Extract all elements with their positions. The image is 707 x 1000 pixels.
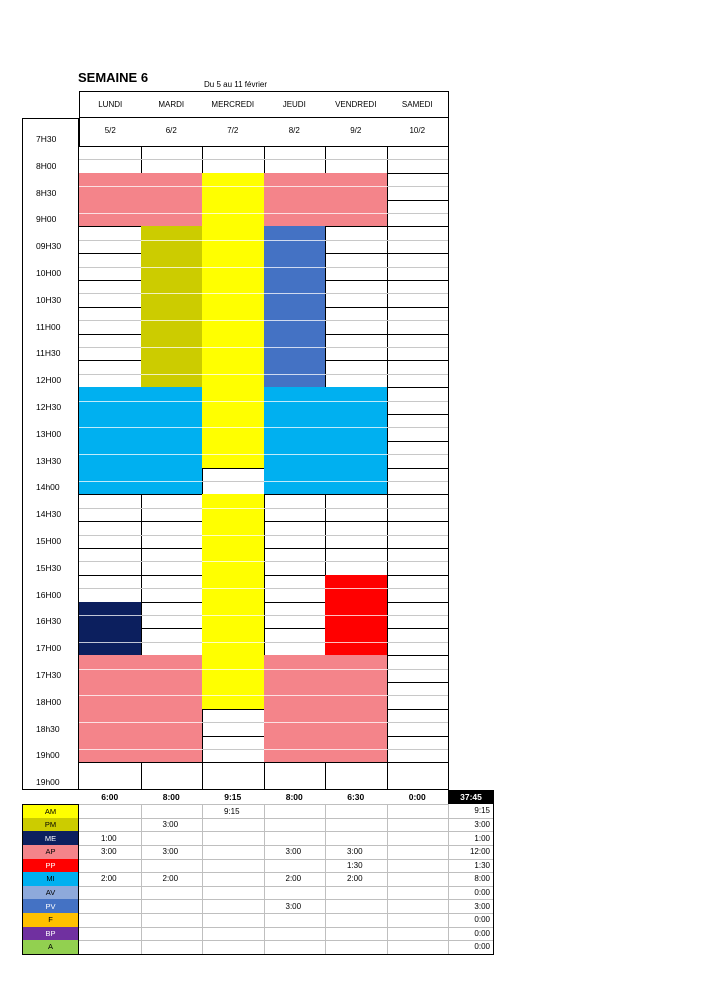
empty-slot[interactable]	[325, 360, 388, 388]
day-total: 6:00	[101, 792, 119, 803]
summary-cell	[79, 927, 142, 942]
slot-ap[interactable]	[79, 709, 142, 737]
time-label: 11H00	[22, 307, 79, 335]
slot-am[interactable]	[202, 494, 265, 522]
slot-am[interactable]	[202, 360, 265, 388]
summary-cell	[325, 899, 388, 914]
slot-pm[interactable]	[141, 334, 204, 362]
empty-slot[interactable]	[202, 762, 265, 790]
summary-cell	[202, 940, 265, 955]
slot-mi[interactable]	[264, 441, 327, 469]
slot-ap[interactable]	[264, 682, 327, 710]
empty-slot[interactable]	[79, 575, 142, 603]
summary-cell	[264, 927, 327, 942]
slot-mi[interactable]	[141, 468, 204, 496]
summary-cell	[387, 886, 450, 901]
summary-total: 0:00	[448, 940, 494, 955]
summary-cell	[141, 804, 204, 819]
legend-am: AM	[22, 804, 79, 819]
slot-am[interactable]	[202, 280, 265, 308]
slot-ap[interactable]	[325, 655, 388, 683]
day-total: 9:15	[224, 792, 242, 803]
time-label: 7H30	[22, 118, 79, 147]
legend-bp: BP	[22, 927, 79, 942]
summary-cell	[202, 818, 265, 833]
slot-pv[interactable]	[264, 253, 327, 281]
time-label: 16H30	[22, 602, 79, 630]
slot-pv[interactable]	[264, 360, 327, 388]
empty-slot[interactable]	[264, 602, 327, 630]
summary-cell	[264, 818, 327, 833]
date-cell: 8/2	[264, 118, 327, 147]
empty-slot[interactable]	[79, 494, 142, 522]
summary-cell	[141, 886, 204, 901]
empty-slot[interactable]	[264, 494, 327, 522]
time-label: 9H00	[22, 200, 79, 228]
time-label: 17H00	[22, 628, 79, 656]
slot-mi[interactable]	[264, 468, 327, 496]
slot-ap[interactable]	[325, 200, 388, 228]
empty-slot[interactable]	[387, 709, 450, 737]
slot-ap[interactable]	[325, 682, 388, 710]
slot-ap[interactable]	[141, 709, 204, 737]
slot-mi[interactable]	[141, 441, 204, 469]
empty-slot[interactable]	[202, 709, 265, 737]
slot-ap[interactable]	[141, 736, 204, 764]
empty-slot[interactable]	[325, 146, 388, 174]
slot-ap[interactable]	[325, 709, 388, 737]
empty-slot[interactable]	[325, 226, 388, 254]
date-cell: 7/2	[202, 118, 265, 147]
empty-slot[interactable]	[387, 360, 450, 388]
empty-slot[interactable]	[387, 441, 450, 469]
empty-slot[interactable]	[325, 521, 388, 549]
summary-total: 1:30	[448, 859, 494, 874]
empty-slot[interactable]	[387, 200, 450, 228]
slot-am[interactable]	[202, 253, 265, 281]
slot-ap[interactable]	[264, 655, 327, 683]
slot-ap[interactable]	[79, 655, 142, 683]
time-label: 14h00	[22, 468, 79, 496]
empty-slot[interactable]	[325, 307, 388, 335]
summary-cell: 3:00	[264, 845, 327, 860]
slot-mi[interactable]	[325, 387, 388, 415]
empty-slot[interactable]	[387, 762, 450, 790]
summary-cell	[325, 818, 388, 833]
slot-pv[interactable]	[264, 226, 327, 254]
empty-slot[interactable]	[79, 226, 142, 254]
day-header: JEUDI	[264, 91, 327, 118]
summary-cell: 1:00	[79, 831, 142, 846]
summary-cell	[387, 818, 450, 833]
slot-mi[interactable]	[79, 414, 142, 442]
summary-cell	[141, 940, 204, 955]
summary-cell	[141, 859, 204, 874]
empty-slot[interactable]	[141, 762, 204, 790]
time-label: 11H30	[22, 334, 79, 362]
page-title: SEMAINE 6	[78, 70, 149, 85]
slot-ap[interactable]	[264, 200, 327, 228]
legend-pm: PM	[22, 818, 79, 833]
slot-ap[interactable]	[79, 200, 142, 228]
slot-ap[interactable]	[79, 682, 142, 710]
date-cell: 5/2	[79, 118, 142, 147]
day-header: MARDI	[141, 91, 204, 118]
day-total: 6:30	[347, 792, 365, 803]
summary-cell	[325, 831, 388, 846]
summary-total: 3:00	[448, 818, 494, 833]
empty-slot[interactable]	[325, 548, 388, 576]
slot-am[interactable]	[202, 226, 265, 254]
summary-cell	[79, 859, 142, 874]
slot-am[interactable]	[202, 602, 265, 630]
time-label: 12H00	[22, 360, 79, 388]
slot-ap[interactable]	[141, 173, 204, 201]
time-label: 15H30	[22, 548, 79, 576]
slot-am[interactable]	[202, 521, 265, 549]
summary-cell: 9:15	[202, 804, 265, 819]
day-total: 8:00	[285, 792, 303, 803]
summary-cell	[202, 927, 265, 942]
empty-slot[interactable]	[387, 334, 450, 362]
summary-cell: 2:00	[79, 872, 142, 887]
empty-slot[interactable]	[387, 387, 450, 415]
summary-cell: 3:00	[264, 899, 327, 914]
summary-cell	[387, 859, 450, 874]
legend-f: F	[22, 913, 79, 928]
summary-cell	[264, 831, 327, 846]
empty-slot[interactable]	[202, 468, 265, 496]
time-label: 18H00	[22, 682, 79, 710]
empty-slot[interactable]	[387, 146, 450, 174]
time-label: 18h30	[22, 709, 79, 737]
legend-av: AV	[22, 886, 79, 901]
empty-slot[interactable]	[141, 548, 204, 576]
summary-cell	[202, 845, 265, 860]
summary-cell: 3:00	[79, 845, 142, 860]
summary-cell	[79, 886, 142, 901]
day-header: MERCREDI	[202, 91, 265, 118]
empty-slot[interactable]	[79, 146, 142, 174]
summary-cell	[141, 899, 204, 914]
summary-cell	[387, 804, 450, 819]
slot-am[interactable]	[202, 173, 265, 201]
summary-cell	[325, 940, 388, 955]
empty-slot[interactable]	[79, 548, 142, 576]
day-total: 0:00	[408, 792, 426, 803]
page-subtitle: Du 5 au 11 février	[204, 80, 267, 89]
date-cell: 9/2	[325, 118, 388, 147]
legend-me: ME	[22, 831, 79, 846]
empty-slot[interactable]	[79, 360, 142, 388]
empty-slot[interactable]	[325, 494, 388, 522]
summary-cell	[387, 845, 450, 860]
day-header: SAMEDI	[387, 91, 450, 118]
empty-slot[interactable]	[79, 307, 142, 335]
summary-cell	[202, 886, 265, 901]
date-cell: 6/2	[141, 118, 204, 147]
summary-cell	[264, 859, 327, 874]
slot-am[interactable]	[202, 628, 265, 656]
time-label: 13H30	[22, 441, 79, 469]
empty-slot[interactable]	[79, 762, 142, 790]
empty-slot[interactable]	[387, 468, 450, 496]
time-label: 14H30	[22, 494, 79, 522]
time-label: 19h00	[22, 736, 79, 764]
time-label: 8H30	[22, 173, 79, 201]
empty-slot[interactable]	[325, 334, 388, 362]
summary-cell	[325, 804, 388, 819]
empty-slot[interactable]	[202, 146, 265, 174]
empty-slot[interactable]	[79, 253, 142, 281]
slot-pp[interactable]	[325, 602, 388, 630]
slot-ap[interactable]	[325, 736, 388, 764]
summary-cell	[79, 899, 142, 914]
empty-slot[interactable]	[387, 655, 450, 683]
summary-cell: 2:00	[325, 872, 388, 887]
time-label: 17H30	[22, 655, 79, 683]
summary-cell: 2:00	[141, 872, 204, 887]
empty-slot[interactable]	[141, 602, 204, 630]
slot-mi[interactable]	[79, 468, 142, 496]
summary-cell: 1:30	[325, 859, 388, 874]
time-label: 16H00	[22, 575, 79, 603]
legend-pv: PV	[22, 899, 79, 914]
empty-slot[interactable]	[79, 280, 142, 308]
summary-cell	[141, 913, 204, 928]
slot-am[interactable]	[202, 575, 265, 603]
empty-slot[interactable]	[79, 521, 142, 549]
slot-ap[interactable]	[141, 200, 204, 228]
empty-slot[interactable]	[387, 682, 450, 710]
summary-cell: 3:00	[325, 845, 388, 860]
summary-cell	[202, 859, 265, 874]
empty-slot[interactable]	[387, 280, 450, 308]
summary-cell: 3:00	[141, 845, 204, 860]
slot-pm[interactable]	[141, 360, 204, 388]
slot-am[interactable]	[202, 387, 265, 415]
slot-am[interactable]	[202, 682, 265, 710]
summary-cell	[387, 927, 450, 942]
date-cell: 10/2	[387, 118, 450, 147]
time-label: 10H30	[22, 280, 79, 308]
empty-slot[interactable]	[325, 253, 388, 281]
empty-slot[interactable]	[264, 521, 327, 549]
slot-ap[interactable]	[141, 655, 204, 683]
empty-slot[interactable]	[264, 575, 327, 603]
summary-total: 0:00	[448, 913, 494, 928]
day-total: 8:00	[162, 792, 180, 803]
empty-slot[interactable]	[387, 736, 450, 764]
slot-ap[interactable]	[264, 709, 327, 737]
slot-ap[interactable]	[325, 173, 388, 201]
slot-me[interactable]	[79, 628, 142, 656]
legend-mi: MI	[22, 872, 79, 887]
summary-cell	[387, 872, 450, 887]
summary-total: 8:00	[448, 872, 494, 887]
summary-cell	[264, 804, 327, 819]
empty-slot[interactable]	[202, 736, 265, 764]
summary-total: 0:00	[448, 927, 494, 942]
summary-cell	[387, 899, 450, 914]
legend-pp: PP	[22, 859, 79, 874]
slot-mi[interactable]	[79, 441, 142, 469]
empty-slot[interactable]	[79, 334, 142, 362]
empty-slot[interactable]	[325, 280, 388, 308]
summary-cell	[325, 886, 388, 901]
slot-pm[interactable]	[141, 280, 204, 308]
slot-mi[interactable]	[325, 414, 388, 442]
slot-ap[interactable]	[264, 173, 327, 201]
slot-mi[interactable]	[325, 441, 388, 469]
summary-total: 1:00	[448, 831, 494, 846]
time-label: 09H30	[22, 226, 79, 254]
summary-cell	[202, 831, 265, 846]
slot-mi[interactable]	[79, 387, 142, 415]
empty-slot[interactable]	[387, 628, 450, 656]
day-header: LUNDI	[79, 91, 142, 118]
slot-pm[interactable]	[141, 253, 204, 281]
summary-bottom-border	[22, 954, 494, 955]
empty-slot[interactable]	[387, 253, 450, 281]
time-label: 10H00	[22, 253, 79, 281]
summary-total: 3:00	[448, 899, 494, 914]
day-header: VENDREDI	[325, 91, 388, 118]
summary-cell: 2:00	[264, 872, 327, 887]
slot-am[interactable]	[202, 334, 265, 362]
summary-cell: 3:00	[141, 818, 204, 833]
empty-slot[interactable]	[387, 173, 450, 201]
summary-cell	[387, 831, 450, 846]
slot-am[interactable]	[202, 200, 265, 228]
slot-pv[interactable]	[264, 280, 327, 308]
slot-am[interactable]	[202, 414, 265, 442]
slot-mi[interactable]	[141, 414, 204, 442]
empty-slot[interactable]	[141, 521, 204, 549]
empty-slot[interactable]	[387, 575, 450, 603]
slot-mi[interactable]	[264, 414, 327, 442]
slot-ap[interactable]	[264, 736, 327, 764]
empty-slot[interactable]	[141, 628, 204, 656]
empty-slot[interactable]	[387, 226, 450, 254]
summary-cell	[325, 927, 388, 942]
slot-ap[interactable]	[79, 736, 142, 764]
summary-total: 9:15	[448, 804, 494, 819]
time-label: 12H30	[22, 387, 79, 415]
empty-slot[interactable]	[387, 602, 450, 630]
summary-cell	[141, 927, 204, 942]
time-label: 15H00	[22, 521, 79, 549]
slot-me[interactable]	[79, 602, 142, 630]
empty-slot[interactable]	[141, 146, 204, 174]
empty-slot[interactable]	[325, 762, 388, 790]
time-label: 13H00	[22, 414, 79, 442]
summary-cell	[141, 831, 204, 846]
slot-ap[interactable]	[79, 173, 142, 201]
slot-ap[interactable]	[141, 682, 204, 710]
slot-pp[interactable]	[325, 575, 388, 603]
slot-pv[interactable]	[264, 334, 327, 362]
empty-slot[interactable]	[141, 575, 204, 603]
empty-slot[interactable]	[141, 494, 204, 522]
slot-mi[interactable]	[264, 387, 327, 415]
summary-cell	[387, 913, 450, 928]
time-label: 8H00	[22, 146, 79, 174]
slot-mi[interactable]	[141, 387, 204, 415]
summary-cell	[79, 818, 142, 833]
summary-cell	[264, 913, 327, 928]
empty-slot[interactable]	[264, 146, 327, 174]
empty-slot[interactable]	[387, 521, 450, 549]
slot-pm[interactable]	[141, 307, 204, 335]
summary-cell	[202, 872, 265, 887]
slot-am[interactable]	[202, 548, 265, 576]
empty-slot[interactable]	[387, 548, 450, 576]
summary-cell	[79, 804, 142, 819]
summary-cell	[264, 940, 327, 955]
summary-cell	[79, 913, 142, 928]
empty-slot[interactable]	[387, 307, 450, 335]
legend-ap: AP	[22, 845, 79, 860]
summary-total: 12:00	[448, 845, 494, 860]
summary-total: 0:00	[448, 886, 494, 901]
empty-slot[interactable]	[264, 548, 327, 576]
legend-a: A	[22, 940, 79, 955]
slot-mi[interactable]	[325, 468, 388, 496]
empty-slot[interactable]	[264, 762, 327, 790]
time-label: 19h00	[22, 762, 79, 790]
empty-slot[interactable]	[264, 628, 327, 656]
empty-slot[interactable]	[387, 414, 450, 442]
summary-cell	[79, 940, 142, 955]
summary-cell	[202, 913, 265, 928]
summary-cell	[387, 940, 450, 955]
summary-cell	[202, 899, 265, 914]
slot-am[interactable]	[202, 655, 265, 683]
slot-am[interactable]	[202, 307, 265, 335]
slot-pp[interactable]	[325, 628, 388, 656]
empty-slot[interactable]	[387, 494, 450, 522]
slot-pm[interactable]	[141, 226, 204, 254]
summary-cell	[264, 886, 327, 901]
summary-cell	[325, 913, 388, 928]
slot-pv[interactable]	[264, 307, 327, 335]
slot-am[interactable]	[202, 441, 265, 469]
grand-total: 37:45	[448, 790, 494, 804]
